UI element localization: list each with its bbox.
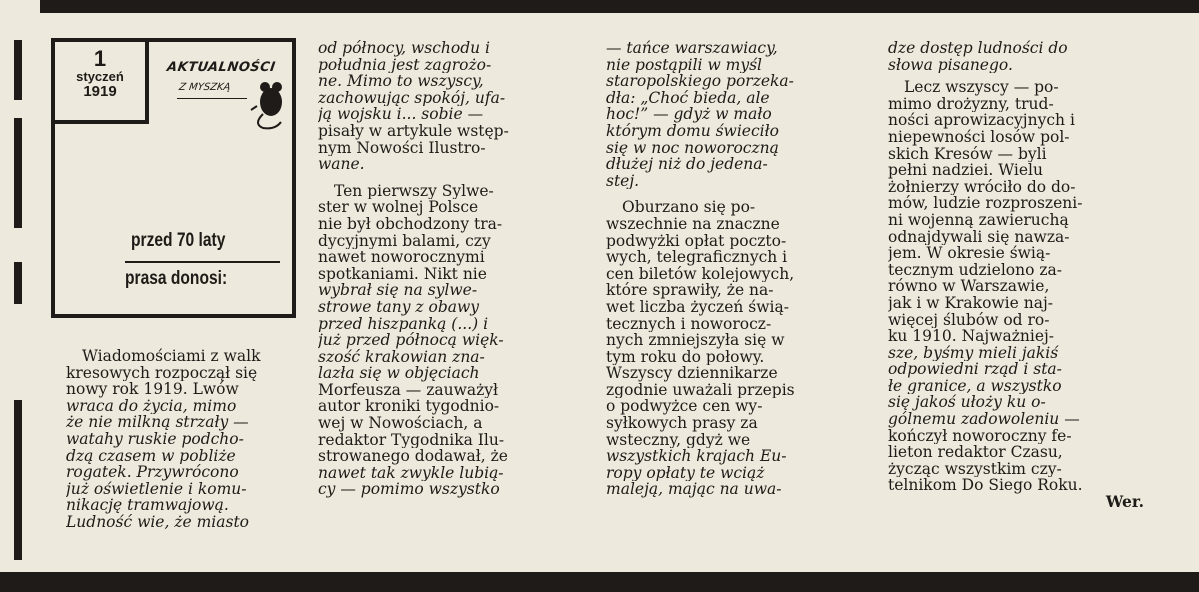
header-title-line1: przed 70 laty: [131, 230, 226, 251]
text-line: o podwyżce cen wy-: [606, 398, 763, 416]
bottom-rule: [0, 572, 1199, 592]
text-line: podwyżki opłat poczto-: [606, 232, 787, 250]
text-line: od północy, wschodu i: [318, 40, 491, 57]
text-line: kończył noworoczny fe-: [888, 427, 1072, 445]
text-line: jak i w Krakowie naj-: [888, 294, 1053, 312]
text-line: ster w wolnej Polsce: [318, 199, 479, 216]
text-line: nawet tak zwykle lubią-: [318, 464, 504, 482]
text-line: — tańce warszawiacy,: [606, 40, 778, 57]
logo-title: AKTUALNOŚCI: [165, 60, 277, 75]
text-line: gólnemu zadowoleniu —: [888, 411, 1080, 428]
text-line: mimo drożyzny, trud-: [888, 95, 1054, 113]
text-line: pełni nadziei. Wielu: [888, 162, 1043, 179]
text-line: wet liczba życzeń świą-: [606, 298, 789, 316]
text-line: hoc!” — gdyż w mało: [606, 106, 772, 123]
text-line: wych, telegraficznych i: [606, 249, 788, 266]
text-line: się w noc noworoczną: [606, 139, 779, 157]
text-line: że nie milkną strzały —: [66, 414, 249, 431]
text-line: ją wojsku i... sobie —: [318, 106, 484, 123]
text-line: kresowych rozpoczął się: [66, 364, 258, 382]
article-column-4: [888, 40, 1144, 511]
text-line: dła: „Choć bieda, ale: [606, 89, 770, 107]
left-margin-stripe: [14, 118, 22, 228]
date-day: 1: [93, 46, 107, 71]
text-line: które sprawiły, że na-: [606, 282, 774, 299]
text-line: życząc wszystkim czy-: [888, 460, 1062, 478]
left-margin-stripe: [14, 400, 22, 560]
article-column-1: [66, 348, 292, 531]
text-line: się jakoś ułoży ku o-: [888, 394, 1046, 412]
text-line: Wszyscy dziennikarze: [606, 365, 778, 382]
text-line: sze, byśmy mieli jakiś: [888, 344, 1059, 362]
aktualnosci-logo: [167, 54, 295, 134]
text-line: wszystkich krajach Eu-: [606, 448, 787, 465]
text-line: Wiadomościami z walk: [82, 348, 261, 365]
text-line: tecznych i noworocz-: [606, 315, 772, 333]
text-line: lieton redaktor Czasu,: [888, 444, 1063, 461]
text-line: wane.: [318, 156, 365, 173]
logo-subtitle: Z MYSZKĄ: [178, 82, 232, 93]
text-line: Oburzano się po-: [622, 199, 756, 216]
text-line: strowe tany z obawy: [318, 298, 480, 316]
text-line: odpowiedni rząd i sta-: [888, 361, 1062, 378]
date-year: 1919: [83, 83, 117, 100]
text-line: zachowując spokój, ufa-: [318, 89, 506, 107]
text-line: autor kroniki tygodnio-: [318, 398, 500, 416]
text-line: dze dostęp ludności do: [888, 40, 1068, 57]
text-line: wszechnie na znaczne: [606, 215, 780, 233]
text-line: watahy ruskie podcho-: [66, 430, 244, 448]
text-line: wsteczny, gdyż we: [606, 431, 751, 449]
text-line: dzą czasem w pobliże: [66, 447, 236, 465]
text-line: południa jest zagrożo-: [318, 56, 492, 74]
text-line: łe granice, a wszystko: [888, 377, 1062, 395]
text-line: już oświetlenie i komu-: [66, 480, 247, 498]
text-line: nowy rok 1919. Lwów: [66, 381, 239, 398]
text-line: nikację tramwajową.: [66, 497, 229, 514]
text-line: cen biletów kolejowych,: [606, 265, 795, 283]
text-line: Ten pierwszy Sylwe-: [334, 182, 494, 200]
text-line: jem. W okresie świą-: [888, 245, 1051, 262]
text-line: staropolskiego porzeka-: [606, 73, 794, 90]
text-line: nych zmniejszyła się w: [606, 332, 785, 349]
text-line: ne. Mimo to wszyscy,: [318, 73, 484, 90]
text-line: mów, ludzie rozproszeni-: [888, 195, 1083, 212]
mouse-icon: [249, 76, 293, 130]
text-line: rogatek. Przywrócono: [66, 464, 239, 481]
column-header-box: [51, 38, 296, 318]
top-rule: [40, 0, 1199, 13]
article-column-3: [606, 40, 862, 498]
text-line: Ludność wie, że miasto: [66, 513, 250, 531]
text-line: szość krakowian zna-: [318, 348, 485, 366]
text-line: telnikom Do Siego Roku.: [888, 477, 1083, 495]
text-line: Lecz wszyscy — po-: [904, 79, 1059, 96]
text-line: nie postąpili w myśl: [606, 56, 762, 74]
date-box: [55, 42, 149, 124]
text-line: nie był obchodzony tra-: [318, 215, 503, 233]
text-line: dycyjnymi balami, czy: [318, 232, 491, 250]
text-line: wej w Nowościach, a: [318, 415, 483, 432]
text-line: równo w Warszawie,: [888, 278, 1050, 295]
text-line: niepewności losów pol-: [888, 128, 1070, 146]
header-title-line2: prasa donosi:: [125, 268, 228, 289]
text-line: syłkowych prasy za: [606, 415, 758, 432]
text-line: odnajdywali się nawza-: [888, 228, 1070, 246]
logo-underline: [177, 98, 247, 99]
text-line: ności aprowizacyjnych i: [888, 112, 1075, 129]
text-line: przed hiszpanką (...) i: [318, 315, 489, 333]
text-line: już przed północą więk-: [318, 332, 504, 349]
text-line: strowanego dodawał, że: [318, 448, 508, 465]
text-line: Morfeusza — zauważył: [318, 381, 499, 399]
text-line: cy — pomimo wszystko: [318, 481, 500, 499]
text-line: lazła się w objęciach: [318, 365, 480, 382]
text-line: żołnierzy wróciło do do-: [888, 178, 1076, 196]
header-divider: [125, 261, 280, 263]
text-line: tecznym udzielono za-: [888, 261, 1062, 279]
left-margin-stripe: [14, 262, 22, 304]
text-line: zgodnie uważali przepis: [606, 381, 795, 399]
text-line: tym roku do połowy.: [606, 348, 765, 366]
text-line: wybrał się na sylwe-: [318, 282, 478, 299]
article-column-2: [318, 40, 580, 498]
date-month: styczeń: [76, 69, 124, 84]
text-line: pisały w artykule wstęp-: [318, 122, 509, 140]
text-line: słowa pisanego.: [888, 56, 1013, 74]
text-line: dłużej niż do jedena-: [606, 156, 768, 173]
text-line: ropy opłaty te wciąż: [606, 464, 765, 482]
left-margin-stripe: [14, 40, 22, 100]
text-line: ni wojenną zawieruchą: [888, 211, 1069, 229]
text-line: wraca do życia, mimo: [66, 397, 237, 415]
text-line: maleją, mając na uwa-: [606, 481, 782, 499]
text-line: stej.: [606, 172, 640, 190]
author-signature: Wer.: [1105, 492, 1144, 512]
text-line: którym domu świeciło: [606, 122, 779, 140]
text-line: skich Kresów — byli: [888, 145, 1047, 163]
text-line: nawet noworocznymi: [318, 249, 485, 266]
text-line: spotkaniami. Nikt nie: [318, 265, 487, 283]
text-line: nym Nowości Ilustro-: [318, 139, 486, 157]
text-line: więcej ślubów od ro-: [888, 311, 1050, 329]
text-line: ku 1910. Najważniej-: [888, 328, 1055, 345]
text-line: redaktor Tygodnika Ilu-: [318, 431, 505, 449]
